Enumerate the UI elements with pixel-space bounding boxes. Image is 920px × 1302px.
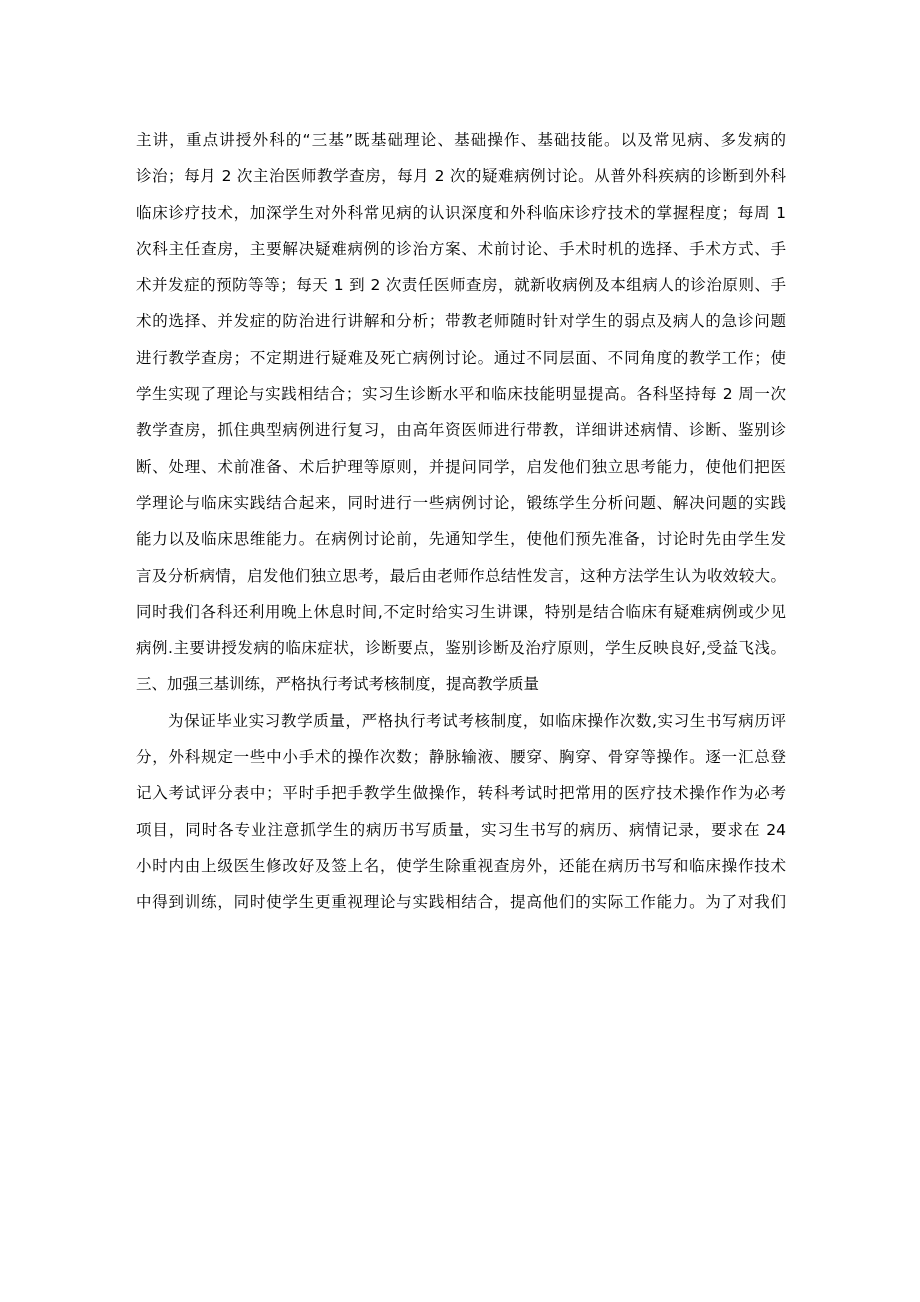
text-line: 言及分析病情，启发他们独立思考，最后由老师作总结性发言，这种方法学生认为收效较大。 — [136, 566, 786, 585]
text-line: 学理论与临床实践结合起来，同时进行一些病例讨论，锻练学生分析问题、解决问题的实践 — [136, 493, 786, 512]
text-line: 学生实现了理论与实践相结合；实习生诊断水平和临床技能明显提高。各科坚持每 2 周一次 — [136, 385, 786, 404]
document-body — [136, 122, 786, 921]
section-heading: 三、加强三基训练，严格执行考试考核制度，提高教学质量 — [136, 675, 540, 694]
text-line: 分，外科规定一些中小手术的操作次数；静脉输液、腰穿、胸穿、骨穿等操作。逐一汇总登 — [136, 748, 786, 767]
paragraph-1 — [136, 122, 786, 666]
text-line: 能力以及临床思维能力。在病例讨论前，先通知学生，使他们预先准备，讨论时先由学生发 — [136, 530, 786, 549]
text-line: 为保证毕业实习教学质量，严格执行考试考核制度，如临床操作次数,实习生书写病历评 — [168, 711, 786, 730]
text-line: 中得到训练，同时使学生更重视理论与实践相结合，提高他们的实际工作能力。为了对我们 — [136, 893, 786, 912]
text-line: 同时我们各科还利用晚上休息时间,不定时给实习生讲课，特别是结合临床有疑难病例或少见 — [136, 602, 786, 621]
text-line: 诊治；每月 2 次主治医师教学查房，每月 2 次的疑难病例讨论。从普外科疾病的诊断到外科 — [136, 167, 786, 186]
text-line: 教学查房，抓住典型病例进行复习，由高年资医师进行带教，详细讲述病情、诊断、鉴别诊 — [136, 421, 786, 440]
paragraph-2 — [136, 703, 786, 921]
text-line: 临床诊疗技术，加深学生对外科常见病的认识深度和外科临床诊疗技术的掌握程度；每周 1 — [136, 203, 786, 222]
text-line: 记入考试评分表中；平时手把手教学生做操作，转科考试时把常用的医疗技术操作作为必考 — [136, 784, 786, 803]
text-line: 项目，同时各专业注意抓学生的病历书写质量，实习生书写的病历、病情记录，要求在 24 — [136, 820, 786, 839]
text-line: 断、处理、术前准备、术后护理等原则，并提问同学，启发他们独立思考能力，使他们把医 — [136, 457, 786, 476]
text-line: 术的选择、并发症的防治进行讲解和分析；带教老师随时针对学生的弱点及病人的急诊问题 — [136, 312, 786, 331]
text-line: 次科主任查房，主要解决疑难病例的诊治方案、术前讨论、手术时机的选择、手术方式、手 — [136, 239, 786, 258]
text-line: 主讲，重点讲授外科的“三基”既基础理论、基础操作、基础技能。以及常见病、多发病的 — [136, 131, 786, 149]
text-line: 小时内由上级医生修改好及签上名，使学生除重视查房外，还能在病历书写和临床操作技术 — [136, 856, 786, 875]
text-line: 进行教学查房；不定期进行疑难及死亡病例讨论。通过不同层面、不同角度的教学工作；使 — [136, 348, 786, 367]
text-line: 术并发症的预防等等；每天 1 到 2 次责任医师查房，就新收病例及本组病人的诊治原则、手 — [136, 276, 786, 295]
text-line: 病例.主要讲授发病的临床症状，诊断要点，鉴别诊断及治疗原则，学生反映良好,受益飞浅。 — [136, 639, 786, 658]
